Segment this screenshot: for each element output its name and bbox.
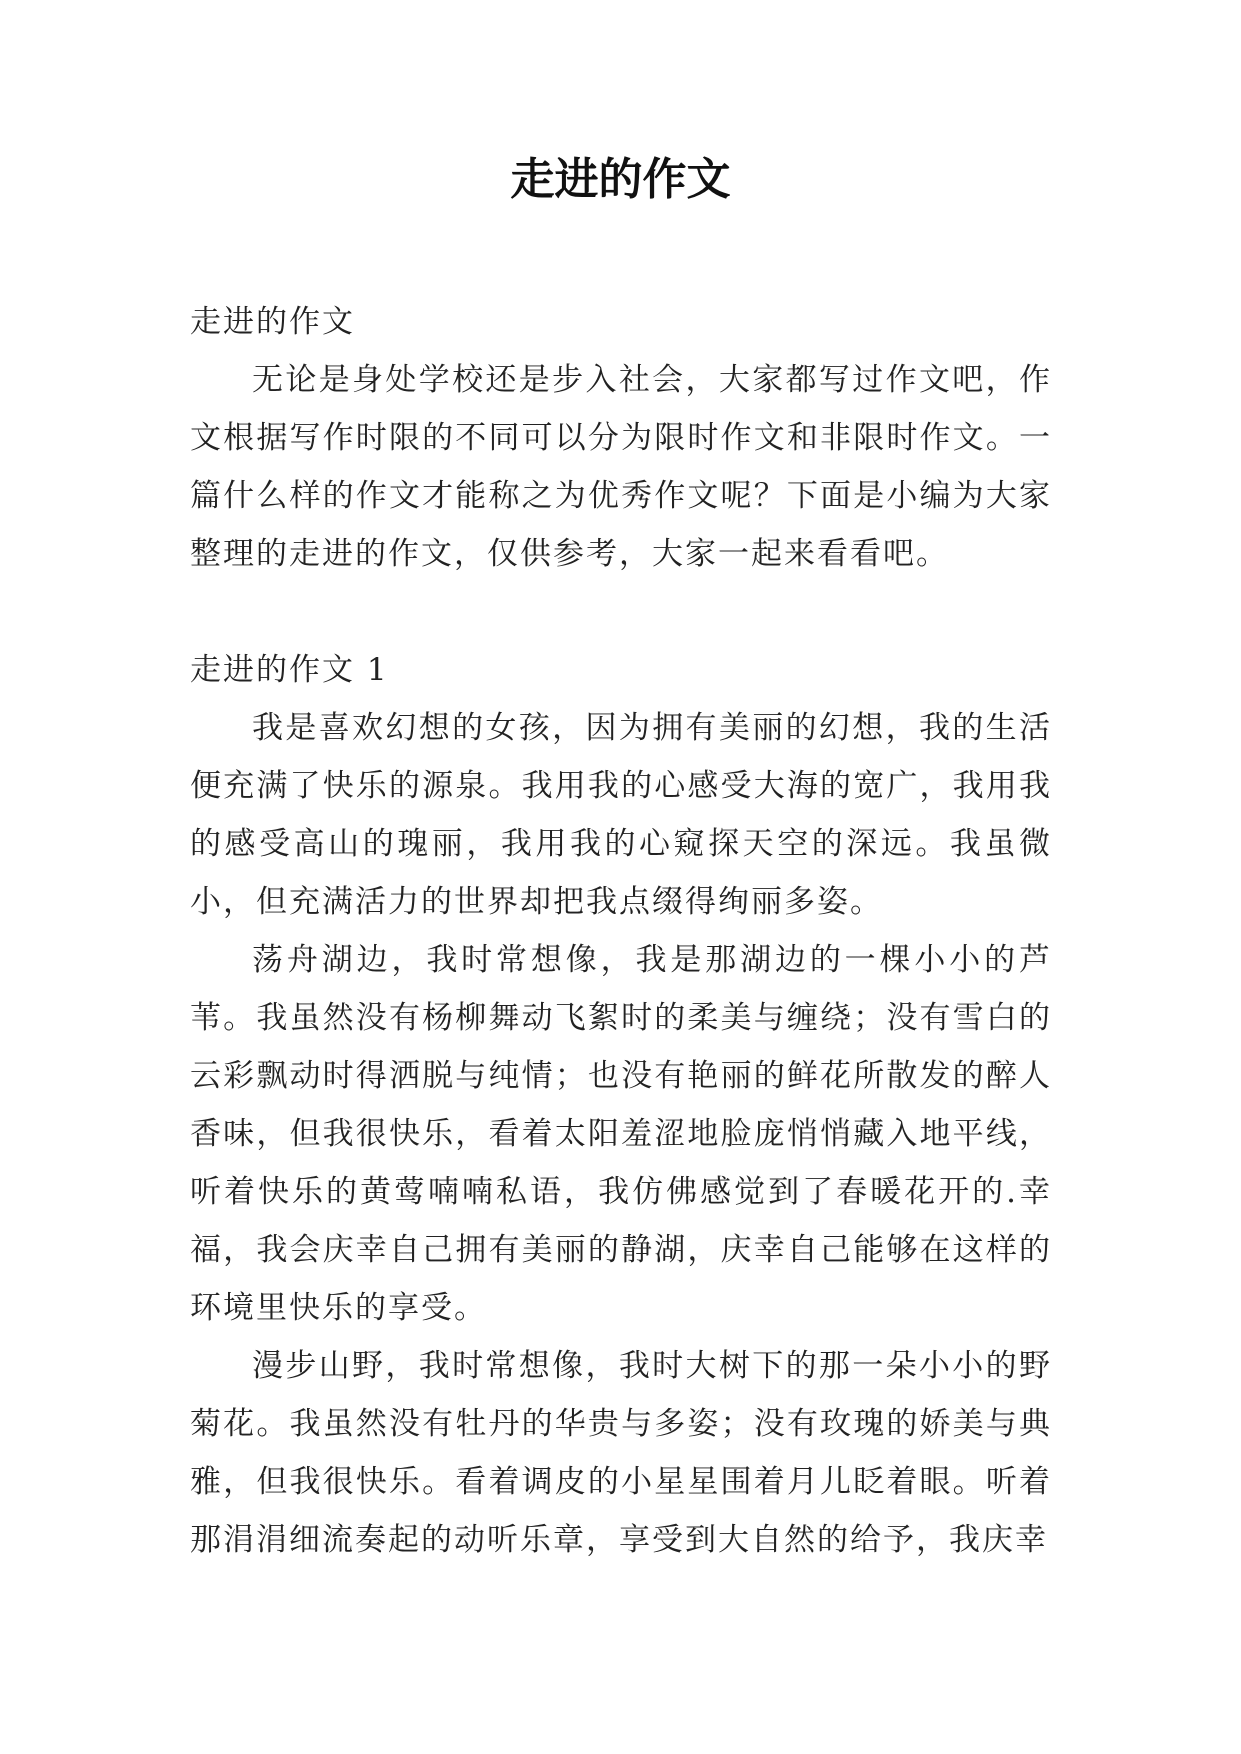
essay-1-paragraph: 荡舟湖边，我时常想像，我是那湖边的一棵小小的芦苇。我虽然没有杨柳舞动飞絮时的柔美与缠绕；没有雪白的云彩飘动时得洒脱与纯情；也没有艳丽的鲜花所散发的醉人香味，但我很快乐，看着太阳羞涩地脸庞悄悄藏入地平线，听着快乐的黄莺喃喃私语，我仿佛感觉到了春暖花开的.幸福，我会庆幸自己拥有美丽的静湖，庆幸自己能够在这样的环境里快乐的享受。	[190, 942, 1052, 1326]
essay-1-paragraph: 漫步山野，我时常想像，我时大树下的那一朵小小的野菊花。我虽然没有牡丹的华贵与多姿；没有玫瑰的娇美与典雅，但我很快乐。看着调皮的小星星围着月儿眨着眼。听着那涓涓细流奏起的动听乐章，享受到大自然的给予，我庆幸	[190, 1348, 1052, 1558]
section-spacer	[190, 583, 1052, 641]
essay-1-heading: 走进的作文 1	[190, 652, 389, 688]
document-title: 走进的作文	[510, 154, 731, 205]
intro-paragraph: 无论是身处学校还是步入社会，大家都写过作文吧，作文根据写作时限的不同可以分为限时作文和非限时作文。一篇什么样的作文才能称之为优秀作文呢？下面是小编为大家整理的走进的作文，仅供参考，大家一起来看看吧。	[190, 362, 1052, 572]
essay-1-paragraph: 我是喜欢幻想的女孩，因为拥有美丽的幻想，我的生活便充满了快乐的源泉。我用我的心感受大海的宽广，我用我的感受高山的瑰丽，我用我的心窥探天空的深远。我虽微小，但充满活力的世界却把我点缀得绚丽多姿。	[190, 710, 1052, 920]
document-body	[190, 293, 1052, 1569]
intro-heading: 走进的作文	[190, 304, 355, 340]
